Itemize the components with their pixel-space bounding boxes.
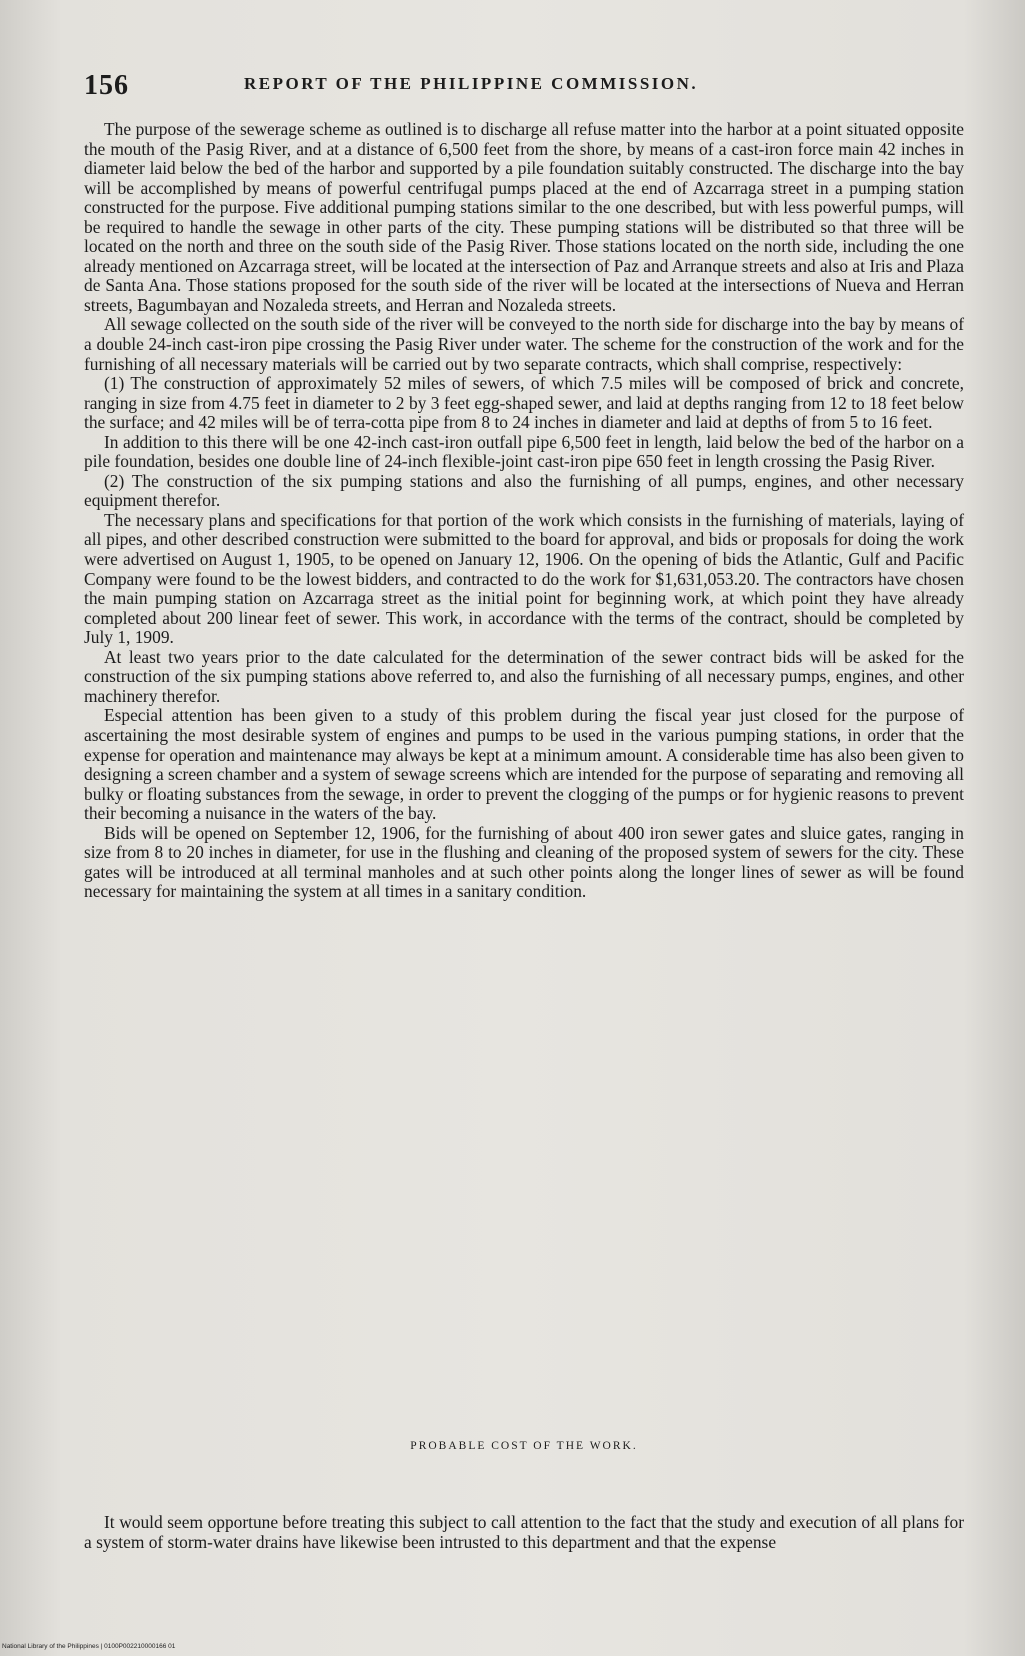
paragraph-contract-2: (2) The construction of the six pumping stations and also the furnishing of all pumps, engines, and other necessary equipment therefor. [84, 470, 964, 511]
scan-credit: National Library of the Philippines | 0100P002210000166 01 [2, 1643, 176, 1650]
body-text [84, 120, 964, 902]
paragraph-outfall-pipe: In addition to this there will be one 42-inch cast-iron outfall pipe 6,500 feet in length, laid below the bed of the harbor on a pile foundation, besides one double line of 24-inch flexible-joint cast-iron pipe 650 feet in length crossing the Pasig River. [84, 431, 964, 472]
section-heading: PROBABLE COST OF THE WORK. [410, 1440, 638, 1452]
paragraph-plans-and-bids: The necessary plans and specifications for that portion of the work which consists in the furnishing of materials, laying of all pipes, and other described construction were submitted to the board for approval, and bids or proposals for doing the work were advertised on August 1, 1905, to be opened on January 12, 1906. On the opening of bids the Atlantic, Gulf and Pacific Company were found to be the lowest bidders, and contracted to do the work for $1,631,053.20. The contractors have chosen the main pumping station on Azcarraga street as the initial point for beginning work, at which point they have already completed about 200 linear feet of sewer. This work, in accordance with the terms of the contract, should be completed by July 1, 1909. [84, 509, 964, 648]
paragraph-sewer-gates: Bids will be opened on September 12, 1906, for the furnishing of about 400 iron sewer gates and sluice gates, ranging in size from 8 to 20 inches in diameter, for use in the flushing and cleaning of the proposed system of sewers for the city. These gates will be introduced at all terminal manholes and at such other points along the longer lines of sewer as will be found necessary for maintaining the system at all times in a sanitary condition. [84, 822, 964, 902]
paragraph-probable-cost: It would seem opportune before treating this subject to call attention to the fact that the study and execution of all plans for a system of storm-water drains have likewise been intrusted to this department and that the expense [84, 1512, 964, 1552]
paragraph-sewerage-scheme: The purpose of the sewerage scheme as outlined is to discharge all refuse matter into the harbor at a point situated opposite the mouth of the Pasig River, and at a distance of 6,500 feet from the shore, by means of a cast-iron force main 42 inches in diameter laid below the bed of the harbor and supported by a pile foundation suitably constructed. The discharge into the bay will be accomplished by means of powerful centrifugal pumps placed at the end of Azcarraga street in a pumping station constructed for the purpose. Five additional pumping stations similar to the one described, but with less powerful pumps, will be required to handle the sewage in other parts of the city. These pumping stations will be distributed so that three will be located on the north and three on the south side of the Pasig River. Those stations located on the north side, including the one already mentioned on Azcarraga street, will be located at the intersection of Paz and Arranque streets and also at Iris and Plaza de Santa Ana. Those stations proposed for the south side of the river will be located at the intersections of Nueva and Herran streets, Bagumbayan and Nozaleda streets, and Herran and Nozaleda streets. [84, 119, 964, 315]
paragraph-contract-1: (1) The construction of approximately 52 miles of sewers, of which 7.5 miles will be composed of brick and concrete, ranging in size from 4.75 feet in diameter to 2 by 3 feet egg-shaped sewer, and laid at depths ranging from 12 to 18 feet below the surface; and 42 miles will be of terra-cotta pipe from 8 to 24 inches in diameter and laid at depths of from 5 to 16 feet. [84, 373, 964, 433]
running-head: REPORT OF THE PHILIPPINE COMMISSION. [244, 74, 699, 93]
page-header [84, 70, 964, 110]
closing-text [84, 1513, 964, 1552]
paragraph-engines-study: Especial attention has been given to a study of this problem during the fiscal year just closed for the purpose of ascertaining the most desirable system of engines and pumps to be used in the various pumping stations, in order that the expense for operation and maintenance may always be kept at a minimum amount. A considerable time has also been given to designing a screen chamber and a system of sewage screens which are intended for the purpose of separating and removing all bulky or floating substances from the sewage, in order to prevent the clogging of the pumps or for hygienic reasons to prevent their becoming a nuisance in the waters of the bay. [84, 705, 964, 824]
paragraph-south-side-sewage: All sewage collected on the south side of the river will be conveyed to the north side for discharge into the bay by means of a double 24-inch cast-iron pipe crossing the Pasig River under water. The scheme for the construction of the work and for the furnishing of all necessary materials will be carried out by two separate contracts, which shall comprise, respectively: [84, 314, 964, 374]
paragraph-pumping-station-bids: At least two years prior to the date calculated for the determination of the sewer contract bids will be asked for the construction of the six pumping stations above referred to, and also the furnishing of all necessary pumps, engines, and other machinery therefor. [84, 646, 964, 706]
page-number: 156 [84, 70, 129, 101]
